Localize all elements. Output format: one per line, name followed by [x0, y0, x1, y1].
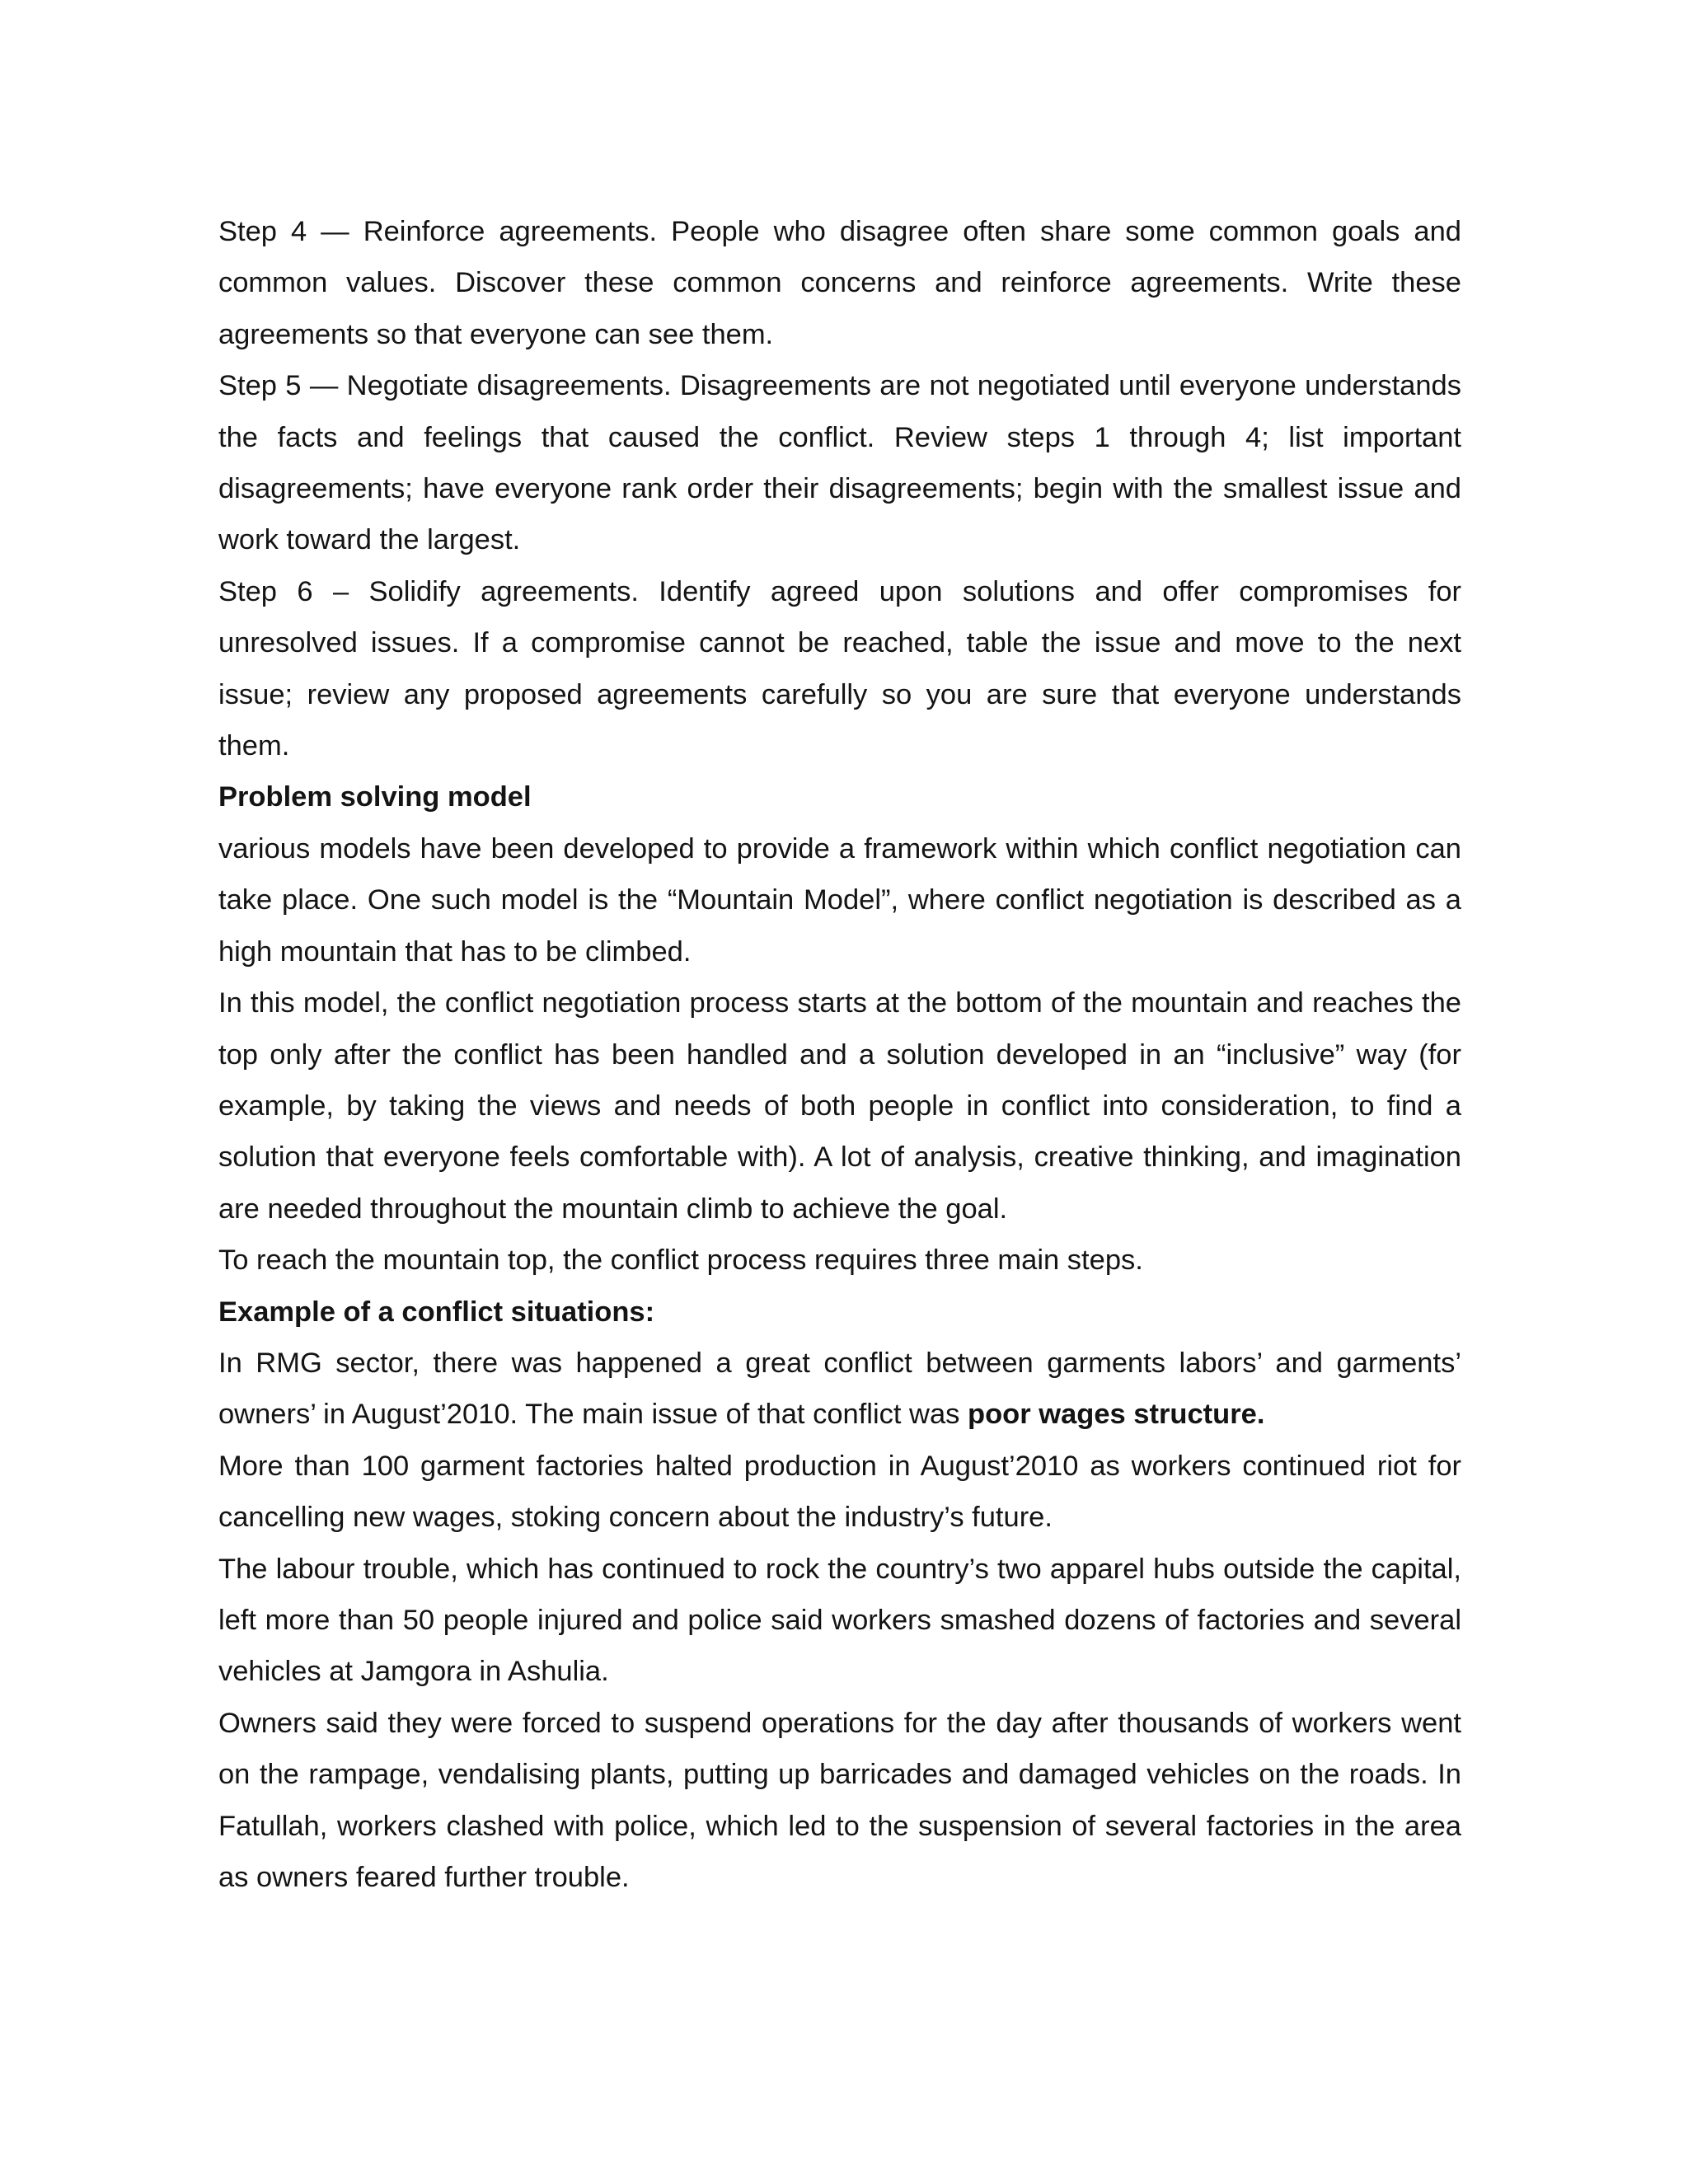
- mountain-top-paragraph: To reach the mountain top, the conflict process requires three main steps.: [218, 1244, 1143, 1277]
- document-page: [218, 206, 1461, 1903]
- factories-paragraph: More than 100 garment factories halted production in August’2010 as workers continued riot for cancelling new wages, stoking concern about the industry’s future.: [218, 1450, 1461, 1534]
- rmg-text: In RMG sector, there was happened a great conflict between garments labors’ and garments’ owners’ in August’2010. The main issue of that conflict was: [218, 1347, 1461, 1431]
- owners-paragraph: Owners said they were forced to suspend operations for the day after thousands of workers went on the rampage, vendalising plants, putting up barricades and damaged vehicles on the roads. In Fatullah, workers clashed with police, which led to the suspension of several factories in the area as owners feared further trouble.: [218, 1707, 1461, 1893]
- step-5-paragraph: Step 5 — Negotiate disagreements. Disagreements are not negotiated until everyone understands the facts and feelings that caused the conflict. Review steps 1 through 4; list important disagreements; have everyone rank order their disagreements; begin with the smallest issue and work toward the largest.: [218, 370, 1461, 556]
- rmg-bold-text: poor wages structure.: [968, 1399, 1265, 1431]
- example-heading: Example of a conflict situations:: [218, 1296, 655, 1328]
- labour-paragraph: The labour trouble, which has continued to rock the country’s two apparel hubs outside the capital, left more than 50 people injured and police said workers smashed dozens of factories and several vehicles at Jamgora in Ashulia.: [218, 1553, 1461, 1688]
- models-paragraph: various models have been developed to provide a framework within which conflict negotiation can take place. One such model is the “Mountain Model”, where conflict negotiation is described as a high mountain that has to be climbed.: [218, 832, 1461, 968]
- mountain-model-paragraph: In this model, the conflict negotiation process starts at the bottom of the mountain and reaches the top only after the conflict has been handled and a solution developed in an “inclusive” way (for example, by taking the views and needs of both people in conflict into consideration, to find a solution that everyone feels comfortable with). A lot of analysis, creative thinking, and imagination are needed throughout the mountain climb to achieve the goal.: [218, 987, 1461, 1225]
- step-4-paragraph: Step 4 — Reinforce agreements. People who disagree often share some common goals and common values. Discover these common concerns and reinforce agreements. Write these agreements so that everyone can see them.: [218, 216, 1461, 350]
- problem-solving-heading: Problem solving model: [218, 781, 532, 813]
- step-6-paragraph: Step 6 – Solidify agreements. Identify agreed upon solutions and offer compromises for unresolved issues. If a compromise cannot be reached, table the issue and move to the next issue; review any proposed agreements carefully so you are sure that everyone understands them.: [218, 575, 1461, 762]
- rmg-paragraph: [218, 1338, 1461, 1441]
